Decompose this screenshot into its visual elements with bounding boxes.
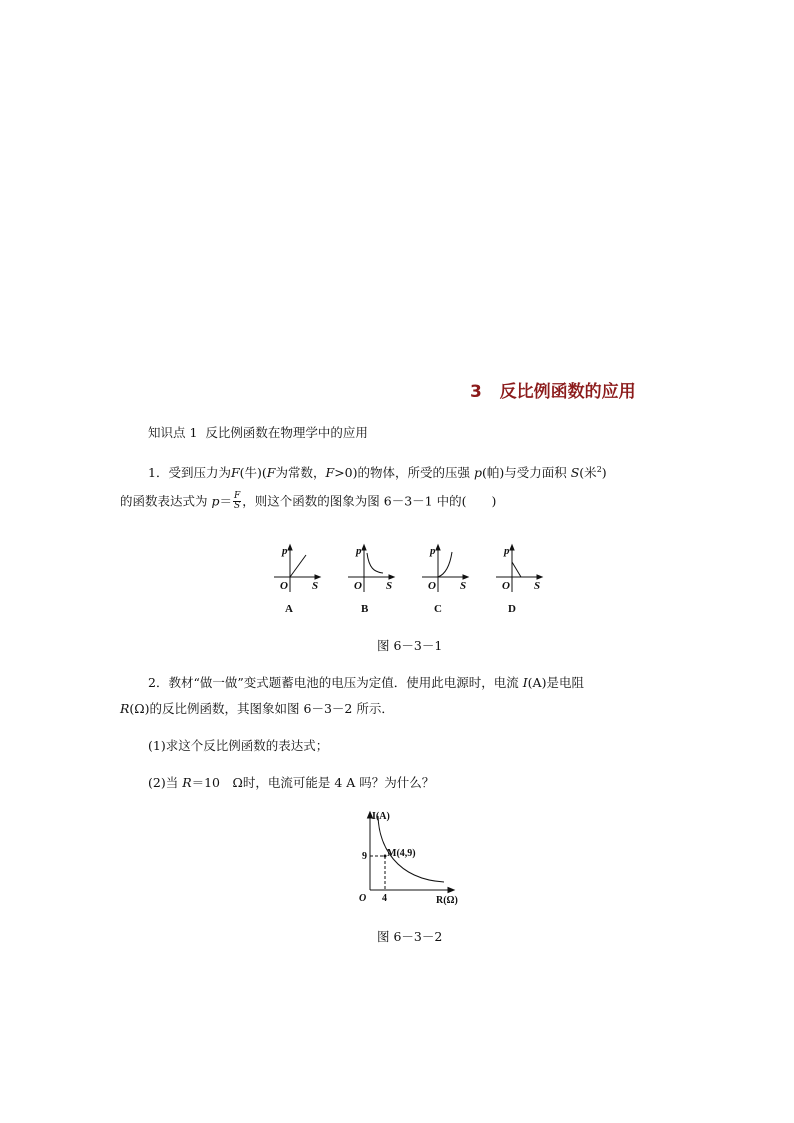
q1-text: >0)的物体，所受的压强 (334, 465, 474, 481)
graph-line (290, 555, 306, 577)
arrow-icon (510, 545, 514, 550)
q2-line2 (120, 703, 394, 716)
knowledge-point-heading (148, 427, 368, 440)
var-R: R (120, 701, 130, 716)
option-letter: B (361, 603, 369, 615)
q1-text: (米 (579, 465, 597, 481)
graph-line (512, 562, 521, 577)
x-axis-label: S (534, 580, 541, 592)
graph-curve (438, 552, 452, 577)
arrow-icon (436, 545, 440, 550)
q2-text: ＝10 Ω时，电流可能是 4 A 吗？为什么？ (191, 775, 435, 790)
section-number: 3 (470, 382, 482, 402)
y-axis-label: I(A) (372, 811, 390, 822)
y-axis-label: p (282, 545, 288, 557)
origin-label: O (354, 580, 362, 592)
x-axis-label: R(Ω) (436, 895, 458, 906)
fraction-denominator: S (234, 501, 241, 512)
q2-text: 2．教材“做一做”变式题蓄电池的电压为定值．使用此电源时，电流 (148, 675, 523, 690)
arrow-icon (362, 545, 366, 550)
q1-line1 (148, 466, 607, 480)
q1-line2 (120, 492, 496, 512)
x-axis-label: S (460, 580, 467, 592)
knowledge-point-label: 知识点 1 (148, 425, 198, 440)
arrow-icon (389, 575, 394, 579)
q2-sub1: (1)求这个反比例函数的表达式； (148, 738, 329, 753)
q2-text: (2)当 (148, 775, 183, 790)
origin-label: O (502, 580, 510, 592)
x-axis-label: S (386, 580, 393, 592)
origin-label: O (428, 580, 436, 592)
arrow-icon (463, 575, 468, 579)
x-tick-label: 4 (382, 893, 387, 904)
var-F: F (266, 465, 276, 481)
q1-text: ) (601, 465, 607, 481)
equals-sign: ＝ (219, 493, 233, 509)
fraction-F-over-S (233, 492, 241, 512)
x-axis-label: S (312, 580, 319, 592)
y-axis-label: p (430, 545, 436, 557)
var-F: F (325, 465, 335, 481)
option-letter: A (285, 603, 293, 615)
y-tick-label: 9 (362, 851, 367, 862)
q2-line1 (148, 677, 584, 690)
section-title-text: 反比例函数的应用 (499, 382, 636, 402)
var-I: I (522, 675, 528, 690)
var-R: R (182, 775, 192, 790)
knowledge-point-title: 反比例函数在物理学中的应用 (205, 425, 368, 440)
arrow-icon (315, 575, 320, 579)
arrow-icon (448, 888, 454, 893)
var-F: F (230, 465, 240, 481)
graph-curve (367, 553, 383, 573)
q1-text: 为常数， (275, 465, 326, 481)
q1-text: (牛)( (239, 465, 267, 481)
figure-6-3-1-caption: 图 6－3－1 (377, 638, 443, 653)
var-p: p (473, 465, 482, 481)
exponent: 2 (596, 465, 602, 474)
arrow-icon (537, 575, 542, 579)
fraction-numerator: F (234, 491, 241, 501)
q2-text: (A)是电阻 (527, 675, 584, 690)
origin-label: O (280, 580, 288, 592)
y-axis-label: p (504, 545, 510, 557)
option-letter: D (508, 603, 516, 615)
q1-text: (帕)与受力面积 (481, 465, 571, 481)
origin-label: O (359, 893, 367, 904)
var-S: S (570, 465, 580, 481)
figure-6-3-1 (268, 540, 558, 620)
q2-sub2 (148, 777, 434, 790)
y-axis-label: p (356, 545, 362, 557)
figure-6-3-2 (356, 806, 466, 908)
var-p: p (211, 493, 220, 509)
option-letter: C (434, 603, 442, 615)
arrow-icon (288, 545, 292, 550)
section-title (470, 377, 636, 402)
q1-text: 1．受到压力为 (148, 465, 231, 481)
point-label: M(4,9) (387, 848, 416, 859)
q2-text: (Ω)的反比例函数，其图象如图 6－3－2 所示． (129, 701, 394, 716)
q1-text: 的函数表达式为 (120, 493, 212, 509)
figure-6-3-2-caption: 图 6－3－2 (377, 929, 443, 944)
q1-text: ，则这个函数的图象为图 6－3－1 中的( ) (242, 493, 497, 509)
